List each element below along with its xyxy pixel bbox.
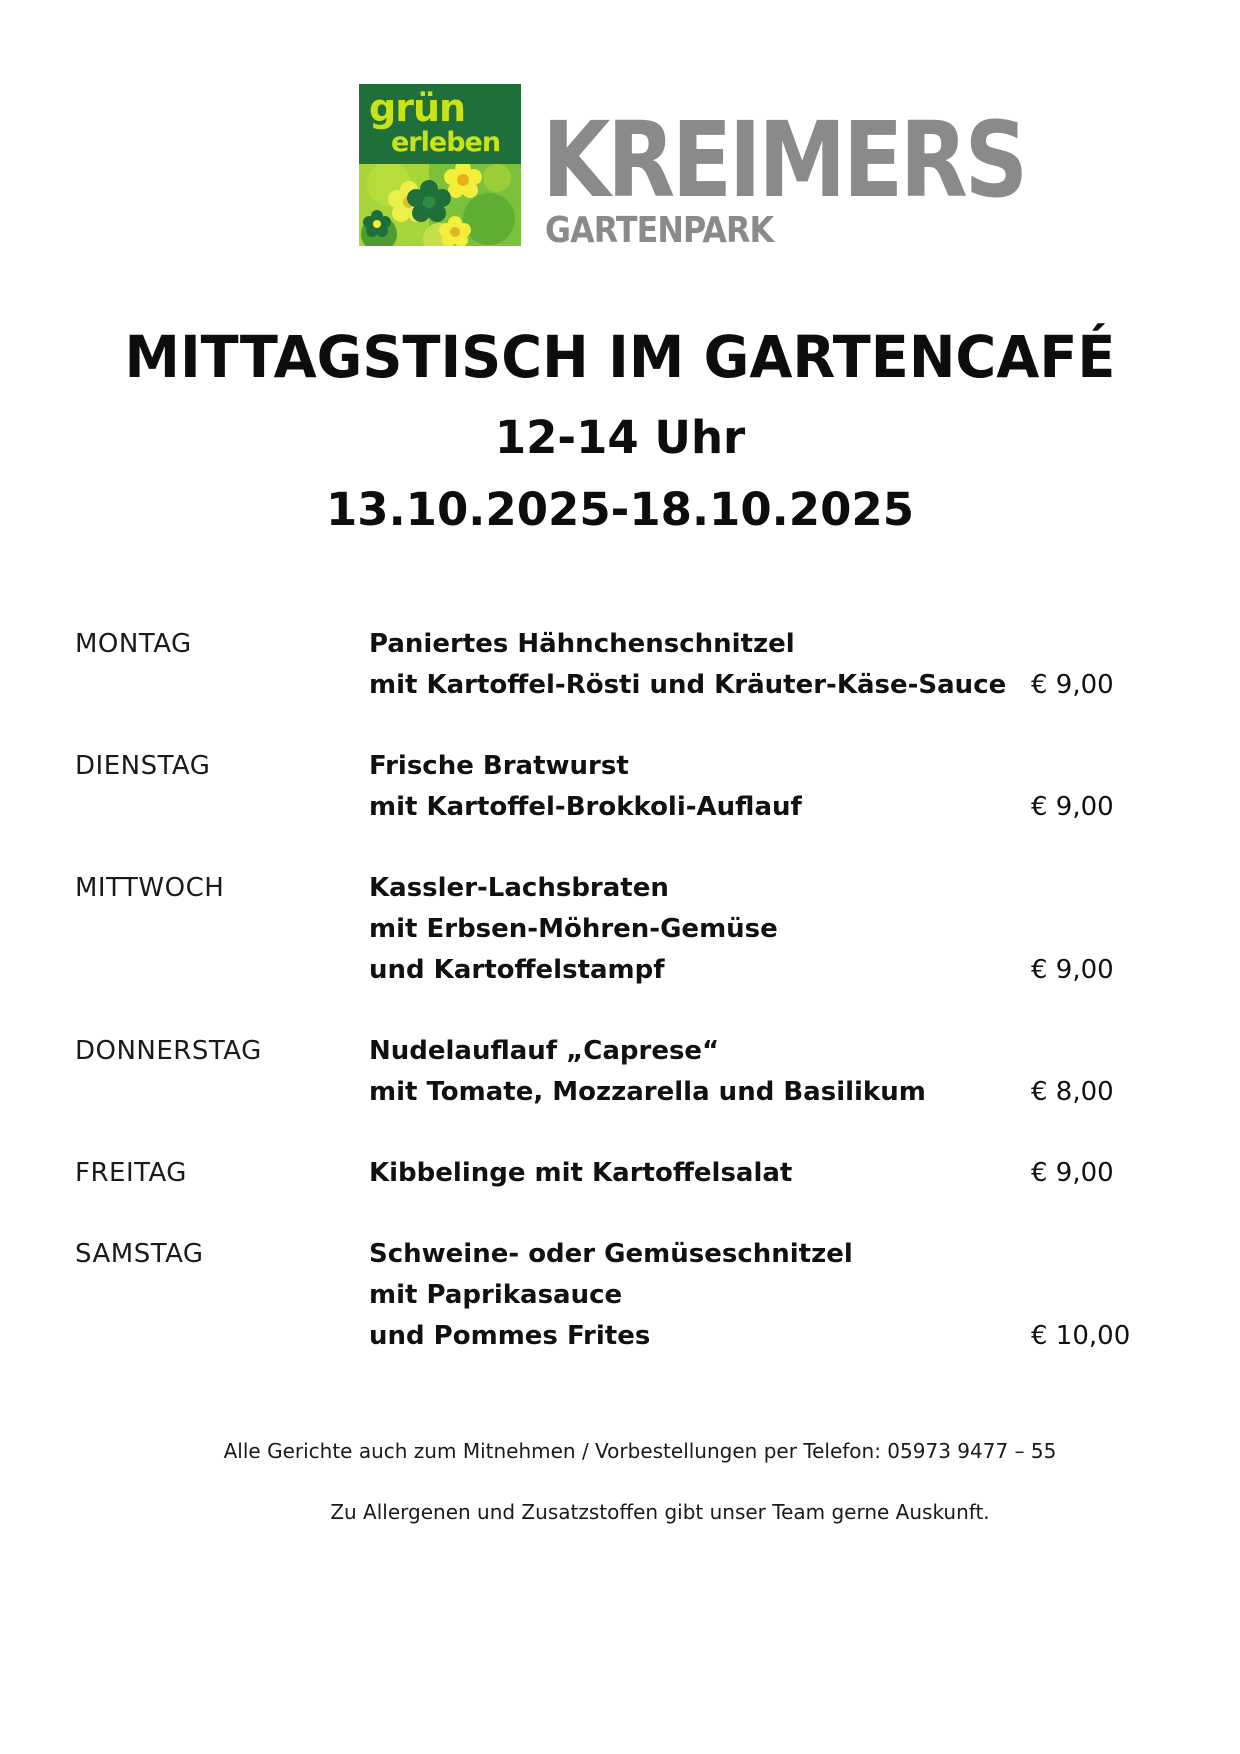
dish-line: mit Kartoffel-Rösti und Kräuter-Käse-Sauce (369, 670, 1007, 700)
menu-price: € 10,00 (1031, 1321, 1131, 1351)
menu-dish (369, 1234, 1009, 1357)
dish-line: und Kartoffelstampf (369, 955, 665, 985)
menu-price: € 9,00 (1031, 670, 1114, 700)
dish-line: mit Paprikasauce (369, 1280, 623, 1310)
logo-text-gruen: grün (369, 86, 466, 130)
menu-day: MITTWOCH (75, 873, 225, 903)
menu-day: MONTAG (75, 629, 192, 659)
gruen-erleben-logo (359, 84, 521, 246)
dish-line: mit Erbsen-Möhren-Gemüse (369, 914, 778, 944)
menu-dish (369, 868, 1009, 991)
menu-dish (369, 1153, 1009, 1194)
menu-day: SAMSTAG (75, 1239, 204, 1269)
weekly-menu (0, 624, 1240, 1364)
menu-price: € 9,00 (1031, 792, 1114, 822)
dish-line: Nudelauflauf „Caprese“ (369, 1036, 720, 1066)
allergen-note: Zu Allergenen und Zusatzstoffen gibt unser Team gerne Auskunft. (330, 1500, 990, 1524)
dish-line: Frische Bratwurst (369, 751, 629, 781)
opening-time: 12-14 Uhr (494, 411, 746, 464)
menu-dish (369, 746, 1009, 828)
takeaway-note: Alle Gerichte auch zum Mitnehmen / Vorbestellungen per Telefon: 05973 9477 – 55 (223, 1439, 1057, 1463)
dish-line: Paniertes Hähnchenschnitzel (369, 629, 795, 659)
menu-price: € 8,00 (1031, 1077, 1114, 1107)
date-range: 13.10.2025-18.10.2025 (325, 483, 915, 536)
dish-line: und Pommes Frites (369, 1321, 651, 1351)
brand-name: KREIMERS (542, 99, 1025, 221)
menu-day: DONNERSTAG (75, 1036, 262, 1066)
page-title: MITTAGSTISCH IM GARTENCAFÉ (124, 323, 1116, 391)
brand-subtitle: GARTENPARK (545, 210, 774, 251)
dish-line: Kibbelinge mit Kartoffelsalat (369, 1158, 793, 1188)
menu-price: € 9,00 (1031, 955, 1114, 985)
dish-line: mit Kartoffel-Brokkoli-Auflauf (369, 792, 802, 822)
dish-line: Kassler-Lachsbraten (369, 873, 669, 903)
menu-price: € 9,00 (1031, 1158, 1114, 1188)
menu-dish (369, 1031, 1009, 1113)
menu-day: FREITAG (75, 1158, 187, 1188)
menu-day: DIENSTAG (75, 751, 211, 781)
dish-line: mit Tomate, Mozzarella und Basilikum (369, 1077, 926, 1107)
dish-line: Schweine- oder Gemüseschnitzel (369, 1239, 853, 1269)
logo-text-erleben: erleben (391, 127, 501, 158)
menu-dish (369, 624, 1009, 706)
